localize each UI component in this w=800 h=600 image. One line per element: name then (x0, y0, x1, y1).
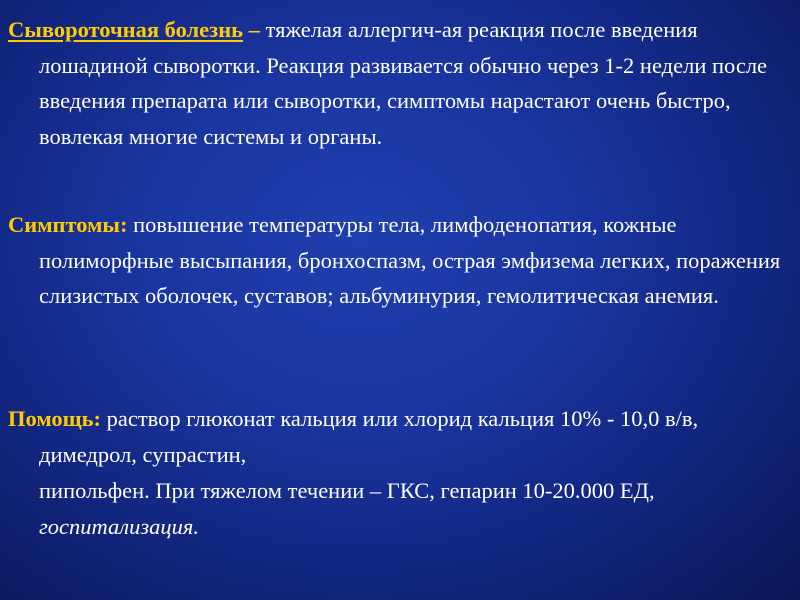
paragraph-symptoms (8, 207, 788, 314)
help-continuation-text: пипольфен. При тяжелом течении – ГКС, гепарин 10-20.000 ЕД, (39, 478, 655, 503)
paragraph-help (8, 401, 788, 472)
help-text: раствор глюконат кальция или хлорид кальция 10% - 10,0 в/в, димедрол, супрастин, (39, 406, 699, 467)
term-dash: – (243, 17, 266, 42)
paragraph-help-continuation (39, 473, 789, 544)
serum-sickness-definition: тяжелая аллергич-ая реакция после введения лошадиной сыворотки. Реакция развивается обычно через 1-2 недели после введения препарата или сыворотки, симптомы нарастают очень быстро, вовлекая многие системы и органы. (39, 17, 768, 149)
term-symptoms: Симптомы: (8, 212, 128, 237)
paragraph-serum-sickness (8, 12, 788, 154)
term-serum-sickness: Сывороточная болезнь (8, 17, 244, 42)
hospitalization-text: госпитализация. (39, 513, 199, 539)
symptoms-text: повышение температуры тела, лимфоденопатия, кожные полиморфные высыпания, бронхоспазм, острая эмфизема легких, поражения слизистых оболочек, суставов; альбуминурия, гемолитическая анемия. (39, 212, 781, 308)
term-help: Помощь: (8, 406, 101, 431)
